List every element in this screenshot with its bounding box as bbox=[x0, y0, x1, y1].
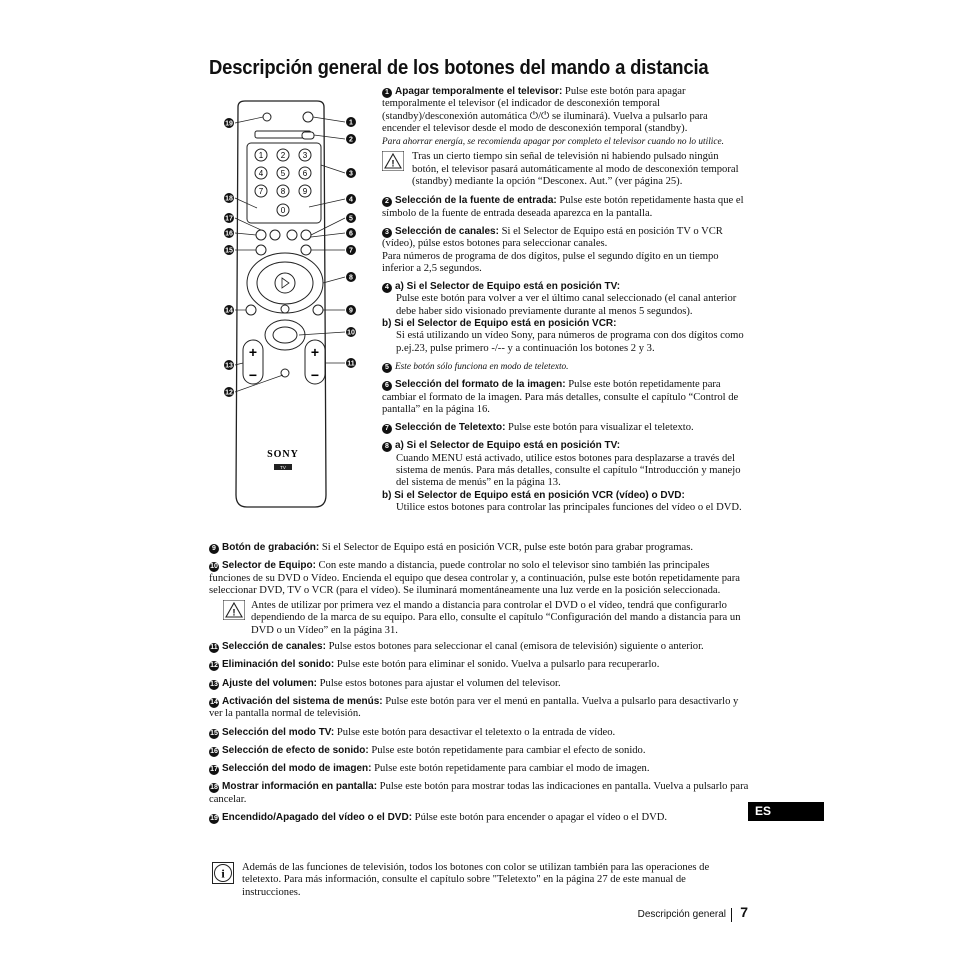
item-label: Selección del modo de imagen: bbox=[222, 763, 372, 775]
callout-number: 15 bbox=[210, 729, 218, 737]
callout-label: 10 bbox=[347, 329, 355, 337]
remote-control-illustration bbox=[205, 95, 370, 515]
item-label: Selección de canales: bbox=[222, 641, 326, 653]
callout-number: 11 bbox=[210, 644, 218, 652]
footer-divider bbox=[731, 908, 732, 922]
item-8b bbox=[382, 490, 747, 502]
callout-number: 3 bbox=[382, 228, 392, 238]
digit-label: 7 bbox=[258, 187, 264, 196]
svg-text:+: + bbox=[248, 344, 258, 360]
item-label: Selección del modo TV: bbox=[222, 726, 335, 738]
info-icon bbox=[212, 862, 234, 884]
info-note bbox=[212, 862, 742, 899]
item-label: Activación del sistema de menús: bbox=[222, 695, 383, 707]
item-text: Para números de programa de dos dígitos, pulse el segundo dígito en un tiempo inferior a 2,5 segundos. bbox=[382, 250, 719, 274]
item-12 bbox=[209, 659, 749, 671]
item-14 bbox=[209, 696, 749, 721]
digit-label: 9 bbox=[302, 187, 308, 196]
item-sublabel: b) Si el Selector de Equipo está en posición VCR: bbox=[382, 318, 617, 330]
callout-label: 9 bbox=[349, 307, 353, 315]
item-text: Pulse estos botones para seleccionar el canal (emisora de televisión) siguiente o anterior. bbox=[325, 641, 704, 653]
item-18 bbox=[209, 781, 749, 806]
item-text: Pulse este botón repetidamente para cambiar el modo de imagen. bbox=[371, 763, 650, 775]
callout-number: 6 bbox=[382, 381, 392, 391]
item-15 bbox=[209, 727, 749, 739]
right-column bbox=[382, 86, 747, 514]
item-8 bbox=[382, 440, 747, 452]
item-1 bbox=[382, 86, 747, 135]
svg-text:SONY: SONY bbox=[267, 449, 299, 460]
callout-number: 9 bbox=[209, 544, 219, 554]
item-note: Este botón sólo funciona en modo de teletexto. bbox=[395, 361, 569, 372]
item-4b-text: Si está utilizando un vídeo Sony, para números de programa con dos dígitos como p.ej.23, pulse primero -/-- y a continuación los botones 2 y 3. bbox=[396, 330, 744, 354]
power-icon: ⏻/⏻ bbox=[529, 110, 550, 122]
item-text: Púlse este botón para encender o apagar el vídeo o el DVD. bbox=[412, 812, 668, 824]
callout-label: 5 bbox=[349, 215, 353, 223]
warning-block bbox=[382, 151, 747, 188]
item-4 bbox=[382, 281, 747, 293]
item-text: Pulse este botón repetidamente hasta que el símbolo de la fuente de entrada deseada aparezca en la pantalla. bbox=[382, 195, 744, 219]
callout-number: 19 bbox=[210, 815, 218, 823]
warning-text: Tras un cierto tiempo sin señal de televisión ni habiendo pulsado ningún botón, el televisor pasará automáticamente al modo de desconexión temporal (standby) mediante la opción “Desconex. Aut.” (ver página 25). bbox=[412, 151, 739, 188]
callout-number: 4 bbox=[382, 283, 392, 293]
item-text: Pulse este botón para visualizar el teletexto. bbox=[505, 422, 694, 434]
digit-label: 0 bbox=[280, 206, 286, 215]
item-label: Selección de Teletexto: bbox=[395, 422, 506, 434]
item-17 bbox=[209, 763, 749, 775]
callout-number: 7 bbox=[382, 424, 392, 434]
item-text: Pulse este botón repetidamente para cambiar el efecto de sonido. bbox=[368, 744, 646, 756]
item-text: Pulse este botón para eliminar el sonido. Vuelva a pulsarlo para recuperarlo. bbox=[334, 659, 660, 671]
digit-label: 6 bbox=[302, 169, 308, 178]
callout-number: 1 bbox=[382, 88, 392, 98]
item-2 bbox=[382, 195, 747, 220]
item-4b bbox=[382, 318, 747, 330]
callout-number: 17 bbox=[210, 766, 218, 774]
item-text: Pulse estos botones para ajustar el volumen del televisor. bbox=[317, 677, 561, 689]
item-6 bbox=[382, 379, 747, 416]
item-text: Pulse este botón para apagar temporalmente el televisor (el indicador de desconexión temporal (standby)/desconexión automática bbox=[382, 86, 686, 122]
callout-label: 6 bbox=[349, 230, 353, 238]
callout-label: 2 bbox=[349, 136, 353, 144]
item-label: Apagar temporalmente el televisor: bbox=[395, 86, 563, 97]
svg-text:−: − bbox=[248, 367, 258, 383]
language-tab: ES bbox=[748, 802, 824, 821]
item-label: Selección de efecto de sonido: bbox=[222, 744, 369, 756]
callout-label: 4 bbox=[349, 196, 353, 204]
item-text: Pulse este botón para mostrar todas las indicaciones en pantalla. Vuelva a pulsarlo para cancelar. bbox=[209, 781, 749, 805]
item-label: Botón de grabación: bbox=[222, 542, 320, 553]
callout-number: 2 bbox=[382, 197, 392, 207]
callout-label: 3 bbox=[349, 170, 353, 178]
item-16 bbox=[209, 745, 749, 757]
callout-number: 13 bbox=[210, 680, 218, 688]
item-label: Selección del formato de la imagen: bbox=[395, 379, 566, 391]
svg-text:−: − bbox=[310, 367, 320, 383]
item-13 bbox=[209, 678, 749, 690]
callout-label: 14 bbox=[225, 307, 233, 315]
item-label: Encendido/Apagado del vídeo o el DVD: bbox=[222, 812, 413, 824]
item-sublabel: a) Si el Selector de Equipo está en posición TV: bbox=[395, 281, 621, 293]
item-label: Selección de canales: bbox=[395, 225, 499, 237]
svg-text:+: + bbox=[310, 344, 320, 360]
item-label: Selección de la fuente de entrada: bbox=[395, 195, 557, 207]
item-9 bbox=[209, 542, 749, 554]
digit-label: 8 bbox=[280, 187, 286, 196]
item-3 bbox=[382, 226, 747, 275]
item-text: Pulse este botón para ver el menú en pantalla. Vuelva a pulsarlo para desactivarlo y ver la pantalla normal de televisión. bbox=[209, 695, 739, 720]
svg-text:TV: TV bbox=[280, 465, 286, 470]
item-sublabel: a) Si el Selector de Equipo está en posición TV: bbox=[395, 440, 621, 452]
callout-label: 8 bbox=[349, 274, 353, 282]
callout-label: 17 bbox=[225, 215, 233, 223]
item-text: Si el Selector de Equipo está en posición TV o VCR (vídeo), púlse estos botones para seleccionar canales. bbox=[382, 225, 723, 250]
lower-section bbox=[209, 542, 749, 824]
callout-label: 1 bbox=[349, 119, 353, 127]
callout-label: 7 bbox=[349, 247, 353, 255]
item-7 bbox=[382, 422, 747, 434]
callout-number: 5 bbox=[382, 363, 392, 373]
svg-text:!: ! bbox=[391, 158, 395, 169]
callout-label: 12 bbox=[225, 389, 233, 397]
item-8a-text: Cuando MENU está activado, utilice estos botones para desplazarse a través del sistema de menús. Para más detalles, consulte el capítulo “Introducción y manejo del sistema de menús” en la página 13. bbox=[396, 452, 741, 489]
item-text: Pulse este botón para desactivar el teletexto o la entrada de vídeo. bbox=[334, 726, 616, 738]
item-19 bbox=[209, 812, 749, 824]
item-label: Eliminación del sonido: bbox=[222, 659, 335, 671]
svg-text:i: i bbox=[221, 866, 225, 881]
item-text: Con este mando a distancia, puede controlar no solo el televisor sino también las principales funciones de su DVD o Vídeo. Encienda el equipo que desea controlar y, a continuación, pulse este botón repetidamente para seleccionar DVD, TV o VCR (para el vídeo). Se iluminará momentáneamente una luz verde en la posición seleccionada. bbox=[209, 560, 740, 596]
digit-label: 3 bbox=[302, 151, 308, 160]
item-10 bbox=[209, 560, 749, 597]
item-sublabel: b) Si el Selector de Equipo está en posición VCR (vídeo) o DVD: bbox=[382, 489, 685, 501]
digit-label: 4 bbox=[258, 169, 264, 178]
warning-block bbox=[223, 600, 749, 637]
item-text: Si el Selector de Equipo está en posición VCR, pulse este botón para grabar programas. bbox=[319, 542, 693, 553]
callout-number: 8 bbox=[382, 442, 392, 452]
callout-number: 10 bbox=[210, 563, 218, 571]
callout-number: 18 bbox=[210, 784, 218, 792]
callout-label: 18 bbox=[225, 195, 233, 203]
svg-text:!: ! bbox=[232, 607, 236, 618]
page-title: Descripción general de los botones del mando a distancia bbox=[209, 56, 709, 79]
callout-label: 13 bbox=[225, 362, 233, 370]
item-4a-text: Pulse este botón para volver a ver el último canal seleccionado (el canal anterior debe haber sido visionado previamente durante al menos 5 segundos). bbox=[396, 293, 737, 317]
callout-label: 11 bbox=[347, 360, 355, 368]
callout-number: 14 bbox=[210, 698, 218, 706]
callout-label: 19 bbox=[225, 120, 233, 128]
item-text: se iluminará). Vuelva a pulsarlo para encender el televisor desde el modo de desconexión temporal (standby). bbox=[382, 110, 708, 134]
item-text: Pulse este botón repetidamente para cambiar el formato de la imagen. Para más detalles, consulte el capítulo “Control de pantalla” en la página 16. bbox=[382, 379, 739, 415]
energy-note: Para ahorrar energía, se recomienda apagar por completo el televisor cuando no lo utilice. bbox=[382, 137, 724, 148]
item-label: Mostrar información en pantalla: bbox=[222, 781, 378, 793]
footer-section: Descripción general bbox=[637, 909, 726, 920]
warning-text: Antes de utilizar por primera vez el mando a distancia para controlar el DVD o el vídeo, tendrá que configurarlo dependiendo de la marca de su equipo. Para ello, consulte el capítulo “Configuración del mando a distancia para un DVD o un Vídeo” en la página 31. bbox=[251, 600, 741, 636]
digit-label: 2 bbox=[280, 151, 286, 160]
callout-number: 16 bbox=[210, 747, 218, 755]
digit-label: 1 bbox=[258, 151, 264, 160]
warning-icon bbox=[382, 151, 404, 171]
item-label: Ajuste del volumen: bbox=[222, 677, 318, 689]
warning-icon bbox=[223, 600, 245, 620]
callout-number: 12 bbox=[210, 662, 218, 670]
callout-label: 16 bbox=[225, 230, 233, 238]
callout-label: 15 bbox=[225, 247, 233, 255]
item-5 bbox=[382, 361, 747, 373]
item-8b-text: Utilice estos botones para controlar las principales funciones del vídeo o el DVD. bbox=[396, 501, 742, 513]
digit-label: 5 bbox=[280, 169, 286, 178]
info-note-text: Además de las funciones de televisión, todos los botones con color se utilizan también para las operaciones de teletexto. Para más información, consulte el capítulo sobre "Teletexto" en la página 27 de este manual de instrucciones. bbox=[242, 862, 710, 898]
item-label: Selector de Equipo: bbox=[222, 560, 316, 572]
item-11 bbox=[209, 641, 749, 653]
page-number: 7 bbox=[740, 904, 748, 920]
